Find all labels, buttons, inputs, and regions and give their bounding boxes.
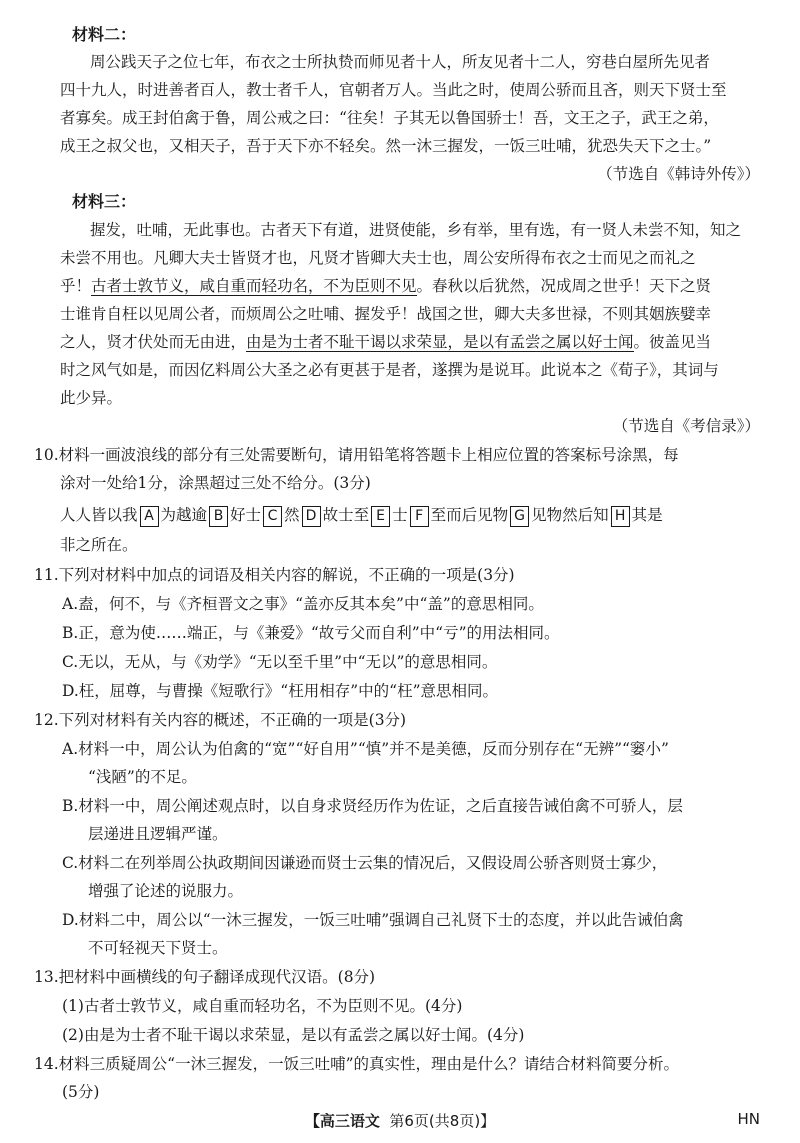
q10-seg: 好士 bbox=[230, 506, 262, 524]
q10-seg: 人人皆以我 bbox=[60, 506, 138, 524]
q10-box-h[interactable]: H bbox=[611, 506, 630, 527]
q10-stem-line-2: 涂对一处给1分，涂黑超过三处不给分。(3分) bbox=[60, 474, 371, 492]
q10-seg: 士 bbox=[392, 506, 408, 524]
q13-sentence-2: (2)由是为士者不耻干谒以求荣显，是以有孟尝之属以好士闻。(4分) bbox=[62, 1026, 525, 1044]
q12-option-d-cont: 不可轻视天下贤士。 bbox=[88, 939, 228, 957]
q14-points: (5分) bbox=[62, 1083, 100, 1101]
q12-option-b-cont: 层递进且逻辑严谨。 bbox=[88, 825, 228, 843]
underlined-sentence-2: 由是为士者不耻干谒以求荣显，是以有孟尝之属以好士闻 bbox=[246, 333, 634, 351]
q11-option-b[interactable]: B.正，意为使……端正，与《兼爱》“故亏父而自利”中“亏”的用法相同。 bbox=[62, 624, 560, 642]
q10-seg: 故士至 bbox=[322, 506, 370, 524]
q12-option-c-cont: 增强了论述的说服力。 bbox=[88, 882, 244, 900]
material2-line-2: 四十九人，时进善者百人，教士者千人，官朝者万人。当此之时，使周公骄而且吝，则天下贤士至 bbox=[60, 81, 727, 99]
q13-sentence-1: (1)古者士敦节义，咸自重而轻功名，不为臣则不见。(4分) bbox=[62, 997, 463, 1015]
q10-sentence bbox=[60, 503, 772, 527]
q10-box-c[interactable]: C bbox=[263, 506, 282, 527]
q12-option-c[interactable]: C.材料二在列举周公执政期间因谦逊而贤士云集的情况后，又假设周公骄吝则贤士寡少， bbox=[62, 854, 668, 872]
q12-option-d[interactable]: D.材料二中，周公以“一沐三握发，一饭三吐哺”强调自己礼贤下士的态度，并以此告诫伯禽 bbox=[62, 911, 684, 929]
material3-line-1: 握发，吐哺，无此事也。古者天下有道，进贤使能，乡有举，里有选，有一贤人未尝不知，知之 bbox=[90, 221, 742, 239]
material3-line-5 bbox=[60, 330, 772, 352]
underlined-sentence-1: 古者士敦节义，咸自重而轻功名，不为臣则不见 bbox=[91, 277, 417, 295]
q10-stem-line-1: 10.材料一画波浪线的部分有三处需要断句，请用铅笔将答题卡上相应位置的答案标号涂黑，每 bbox=[34, 446, 679, 464]
footer-page: 第6页(共8页)】 bbox=[389, 1112, 496, 1130]
q10-sentence-end: 非之所在。 bbox=[60, 536, 138, 554]
material2-line-4: 成王之叔父也，又相天子，吾于天下亦不轻矣。然一沐三握发，一饭三吐哺，犹恐失天下之士。” bbox=[60, 137, 712, 155]
q14-stem: 14.材料三质疑周公“一沐三握发，一饭三吐哺”的真实性，理由是什么？请结合材料简要分析。 bbox=[34, 1055, 680, 1073]
material3-line-4: 士谁肯自枉以见周公者，而烦周公之吐哺、握发乎！战国之世，卿大夫多世禄，不则其姻族嬖幸 bbox=[60, 305, 712, 323]
q10-box-b[interactable]: B bbox=[209, 506, 228, 527]
q10-seg: 然 bbox=[284, 506, 300, 524]
q12-stem: 12.下列对材料有关内容的概述，不正确的一项是(3分) bbox=[34, 711, 407, 729]
material3-line-3-pre: 乎！ bbox=[60, 277, 92, 295]
material2-line-1: 周公践天子之位七年，布衣之士所执贽而师见者十人，所友见者十二人，穷巷白屋所先见者 bbox=[90, 53, 711, 71]
material3-line-5-pre: 之人，贤才伏处而无由进， bbox=[60, 333, 247, 351]
q13-stem: 13.把材料中画横线的句子翻译成现代汉语。(8分) bbox=[34, 968, 376, 986]
q10-box-a[interactable]: A bbox=[140, 506, 159, 527]
q10-seg: 其是 bbox=[631, 506, 663, 524]
material3-line-7: 此少异。 bbox=[60, 389, 123, 407]
material2-title: 材料二： bbox=[72, 25, 137, 44]
q10-seg: 见物然后知 bbox=[531, 506, 609, 524]
q12-option-a[interactable]: A.材料一中，周公认为伯禽的“宽”“好自用”“慎”并不是美德，反而分别存在“无辨”“窭小” bbox=[62, 740, 669, 758]
material3-line-3 bbox=[60, 274, 772, 296]
material3-line-3-post: 。春秋以后犹然，况成周之世乎！天下之贤 bbox=[416, 277, 712, 295]
q11-option-a[interactable]: A.盍，何不，与《齐桓晋文之事》“盖亦反其本矣”中“盖”的意思相同。 bbox=[62, 595, 544, 613]
q10-seg: 为越逾 bbox=[160, 506, 208, 524]
material3-source: （节选自《考信录》） bbox=[612, 417, 760, 435]
material3-line-5-post: 。彼盖见当 bbox=[633, 333, 712, 351]
page-footer bbox=[0, 1110, 800, 1131]
material2-line-3: 者寡矣。成王封伯禽于鲁，周公戒之曰：“往矣！子其无以鲁国骄士！吾，文王之子，武王之弟， bbox=[60, 109, 719, 127]
q10-box-f[interactable]: F bbox=[410, 506, 429, 527]
material3-line-2: 未尝不用也。凡卿大夫士皆贤才也，凡贤才皆卿大夫士也，周公安所得布衣之士而见之而礼之 bbox=[60, 249, 696, 267]
q11-option-d[interactable]: D.枉，屈尊，与曹操《短歌行》“枉用相存”中的“枉”意思相同。 bbox=[62, 682, 498, 700]
material3-line-6: 时之风气如是，而因亿料周公大圣之必有更甚于是者，遂撰为是说耳。此说本之《荀子》，其词与 bbox=[60, 361, 719, 379]
q10-seg: 至而后见物 bbox=[430, 506, 509, 524]
material3-title: 材料三： bbox=[72, 192, 137, 211]
q10-box-e[interactable]: E bbox=[371, 506, 390, 527]
q12-option-a-cont: “浅陋”的不足。 bbox=[88, 768, 197, 786]
q11-option-c[interactable]: C.无以，无从，与《劝学》“无以至千里”中“无以”的意思相同。 bbox=[62, 653, 498, 671]
q12-option-b[interactable]: B.材料一中，周公阐述观点时，以自身求贤经历作为佐证，之后直接告诫伯禽不可骄人，层 bbox=[62, 797, 683, 815]
footer-code: HN bbox=[737, 1110, 760, 1128]
q10-box-d[interactable]: D bbox=[302, 506, 321, 527]
q11-stem: 11.下列对材料中加点的词语及相关内容的解说，不正确的一项是(3分) bbox=[34, 566, 515, 584]
q10-box-g[interactable]: G bbox=[510, 506, 529, 527]
footer-label: 【高三语文 bbox=[304, 1112, 380, 1130]
material2-source: （节选自《韩诗外传》） bbox=[597, 165, 760, 183]
